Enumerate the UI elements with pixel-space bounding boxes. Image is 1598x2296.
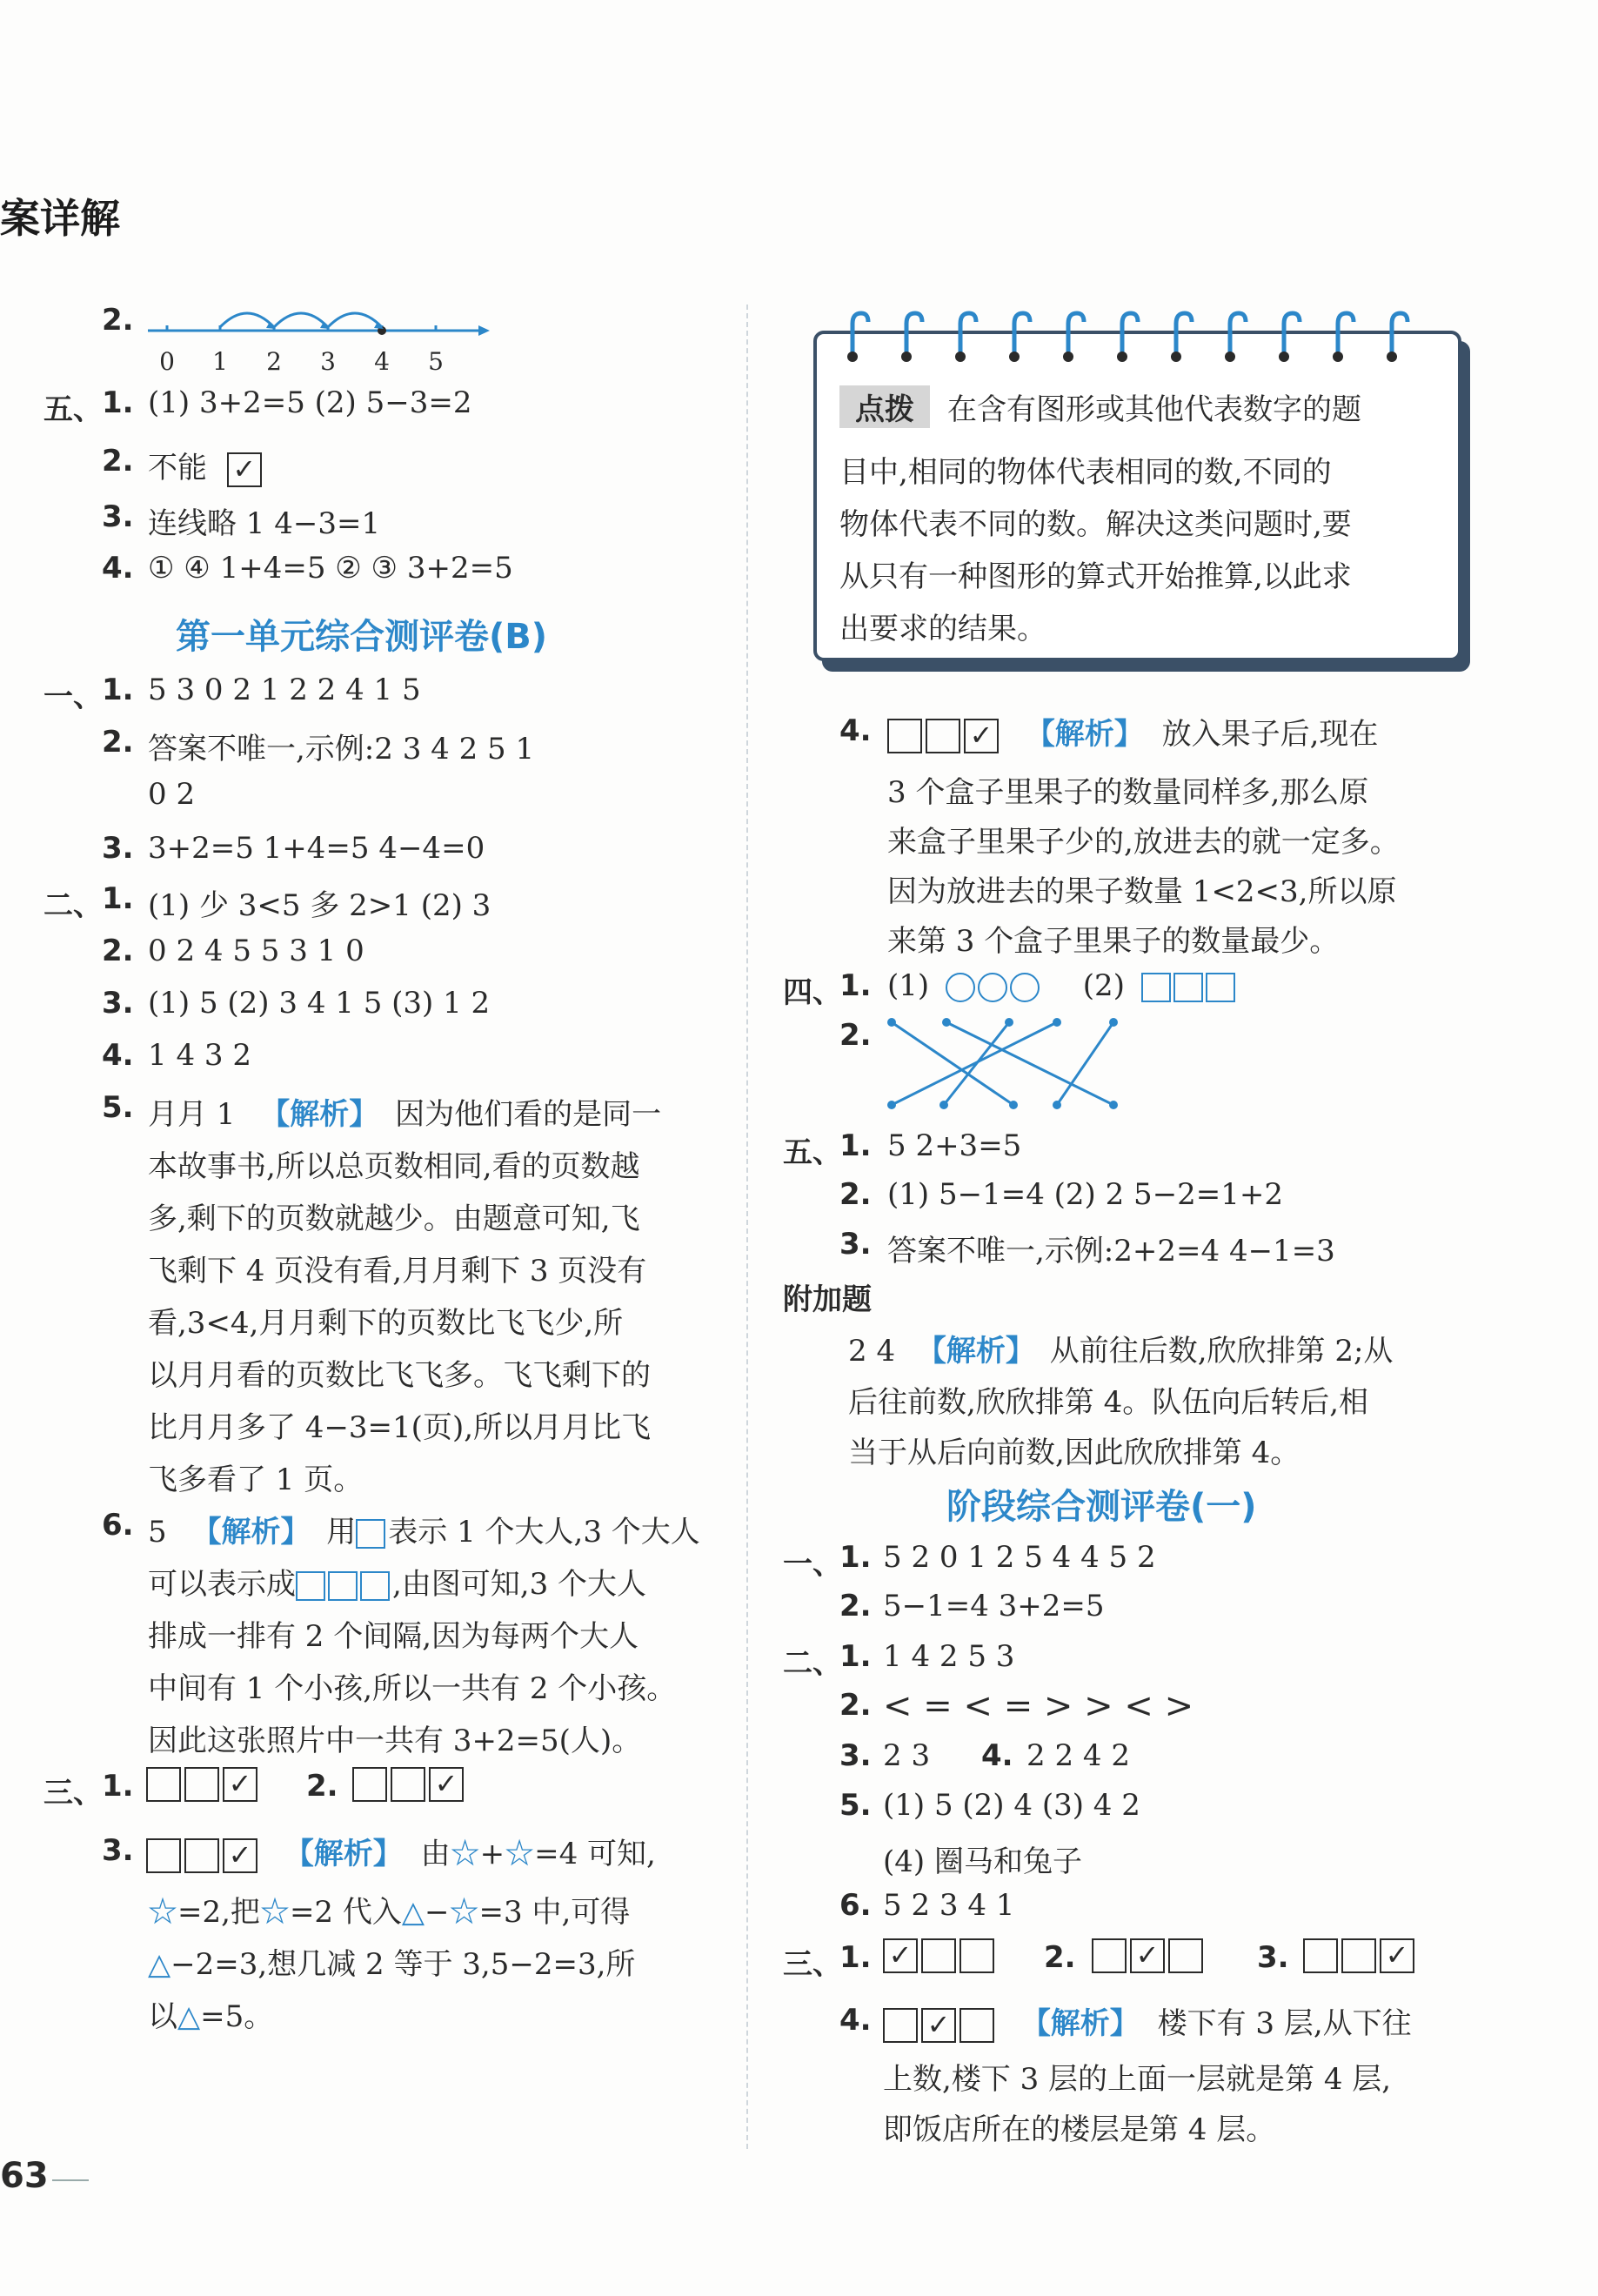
answer-text: [148, 444, 265, 487]
checked-box-icon: [883, 1938, 918, 1973]
answer-text: 2 2 4 2: [1026, 1738, 1130, 1773]
q-number: 3.: [102, 499, 134, 534]
empty-box-icon: [146, 1838, 181, 1873]
checked-box-icon: [1380, 1938, 1414, 1973]
explanation-text: =2 代入: [289, 1895, 402, 1930]
answer-text: (1) 5 (2) 3 4 1 5 (3) 1 2: [148, 986, 491, 1021]
tick-label: 4: [374, 347, 390, 376]
number-line-diagram: [144, 287, 491, 383]
square-icon: [296, 1571, 325, 1601]
tick-label: 5: [428, 347, 444, 376]
checked-box-icon: [964, 719, 999, 753]
q-number: 2.: [839, 1688, 872, 1723]
answer-text: 连线略 1 4−3=1: [148, 506, 381, 541]
triangle-icon: △: [401, 1895, 425, 1930]
tip-line: 出要求的结果。: [839, 612, 1046, 646]
answer-text: [148, 1508, 700, 1550]
checked-box-icon: [223, 1838, 257, 1873]
answer-text: (1) 3+2=5 (2) 5−3=2: [148, 385, 472, 420]
empty-box-icon: [926, 719, 960, 753]
explanation-line: 飞多看了 1 页。: [148, 1463, 364, 1497]
square-icon: [360, 1571, 390, 1601]
analysis-label: 【解析】: [284, 1837, 403, 1871]
answer-text: 5 3 0 2 1 2 2 4 1 5: [148, 673, 421, 707]
q-number: 2.: [839, 1177, 872, 1212]
q-number: 1.: [839, 968, 872, 1003]
checked-box-icon: [429, 1767, 464, 1802]
star-icon: ☆: [505, 1837, 535, 1871]
empty-box-icon: [959, 2008, 994, 2043]
q-number: 2.: [102, 303, 134, 338]
section-title: 第一单元综合测评卷(B): [176, 617, 548, 657]
answer-value: 5: [148, 1515, 167, 1550]
circle-icon: [978, 973, 1007, 1002]
explanation-text: 由: [420, 1837, 451, 1871]
column-divider: [746, 305, 748, 2149]
answer-text: 5 2 0 1 2 5 4 4 5 2: [883, 1540, 1156, 1575]
empty-box-icon: [883, 2008, 918, 2043]
triangle-icon: △: [177, 1999, 201, 2034]
q-number: 5.: [839, 1788, 872, 1823]
q-number: 4.: [839, 2003, 872, 2038]
section-mark: 五、: [43, 392, 103, 427]
part-label: (2): [1082, 968, 1125, 1003]
answer-text: (1) 5−1=4 (2) 2 5−2=1+2: [887, 1177, 1284, 1212]
explanation-line: 多,剩下的页数就越少。由题意可知,飞: [148, 1202, 640, 1236]
part-label: (1): [887, 968, 930, 1003]
square-icon: [356, 1519, 385, 1549]
section-mark: 五、: [783, 1135, 842, 1170]
star-icon: ☆: [259, 1895, 290, 1930]
q-number: 3.: [839, 1738, 872, 1773]
tip-line: 目中,相同的物体代表相同的数,不同的: [839, 455, 1332, 490]
answer-text: [887, 968, 1238, 1003]
explanation-line: 来盒子里果子少的,放进去的就一定多。: [887, 825, 1400, 860]
explanation-line: 以月月看的页数比飞飞多。飞飞剩下的: [148, 1358, 651, 1393]
q-number: 3.: [102, 1833, 134, 1868]
explanation-line: 当于从后向前数,因此欣欣排第 4。: [848, 1436, 1300, 1470]
empty-box-icon: [184, 1767, 219, 1802]
choice-boxes: [352, 1765, 467, 1802]
tick-label: 2: [266, 347, 282, 376]
explanation-text: −2=3,想几减 2 等于 3,5−2=3,所: [170, 1947, 636, 1982]
answer-text: < = < = > > < >: [883, 1686, 1194, 1726]
square-icon: [1206, 973, 1235, 1002]
explanation-line: 因为他们看的是同一: [395, 1097, 662, 1132]
answer-text: 5 2 3 4 1: [883, 1888, 1015, 1923]
tip-line: 物体代表不同的数。解决这类问题时,要: [839, 507, 1352, 542]
explanation-text: =2,把: [177, 1895, 260, 1930]
explanation-text: 从前往后数,欣欣排第 2;从: [1049, 1334, 1394, 1369]
explanation-line: 中间有 1 个小孩,所以一共有 2 个小孩。: [148, 1671, 677, 1706]
q-number: 3.: [102, 831, 134, 866]
answer-text: (4) 圈马和兔子: [883, 1844, 1082, 1879]
choice-boxes: [883, 1937, 998, 1973]
checked-box-icon: [227, 452, 262, 487]
answer-text: 不能: [148, 451, 207, 485]
q-number: 3.: [839, 1227, 872, 1262]
tick-label: 1: [212, 347, 228, 376]
q-number: 1.: [102, 385, 134, 420]
section-title: 阶段综合测评卷(一): [946, 1487, 1257, 1527]
answer-text: [148, 1992, 273, 2035]
answer-text: 答案不唯一,示例:2+2=4 4−1=3: [887, 1234, 1335, 1268]
tick-label: 3: [320, 347, 336, 376]
explanation-text: =3 中,可得: [478, 1895, 631, 1930]
explanation-line: 因此这张照片中一共有 3+2=5(人)。: [148, 1724, 642, 1758]
tip-text: 在含有图形或其他代表数字的题: [947, 392, 1361, 427]
explanation-text: =5。: [200, 1999, 274, 2034]
empty-box-icon: [146, 1767, 181, 1802]
explanation-line: 看,3<4,月月剩下的页数比飞飞少,所: [148, 1306, 624, 1341]
empty-box-icon: [352, 1767, 387, 1802]
q-number: 1.: [102, 673, 134, 707]
explanation-line: 排成一排有 2 个间隔,因为每两个大人: [148, 1619, 639, 1654]
q-number: 2.: [306, 1769, 338, 1804]
empty-box-icon: [184, 1838, 219, 1873]
q-number: 4.: [102, 1038, 134, 1073]
tip-badge: 点拨: [839, 385, 930, 428]
circle-icon: [1010, 973, 1040, 1002]
q-number: 6.: [839, 1888, 872, 1923]
empty-box-icon: [921, 1938, 956, 1973]
q-number: 3.: [102, 986, 134, 1021]
answer-text: 3+2=5 1+4=5 4−4=0: [148, 831, 485, 866]
answer-text: 1 4 3 2: [148, 1038, 251, 1073]
answer-text: (1) 少 3<5 多 2>1 (2) 3: [148, 888, 491, 923]
answer-text: 1 4 2 5 3: [883, 1639, 1015, 1674]
answer-text: [883, 1999, 1412, 2043]
explanation-text: ,由图可知,3 个大人: [392, 1567, 647, 1602]
q-number: 4.: [981, 1738, 1013, 1773]
explanation-text: −: [425, 1895, 450, 1930]
explanation-line: 来第 3 个盒子里果子的数量最少。: [887, 924, 1340, 959]
empty-box-icon: [391, 1767, 425, 1802]
section-mark: 二、: [43, 888, 103, 923]
answer-text: (1) 5 (2) 4 (3) 4 2: [883, 1788, 1140, 1823]
answer-value: 2 4: [848, 1334, 896, 1369]
q-number: 3.: [1257, 1940, 1289, 1975]
explanation-text: 放入果子后,现在: [1161, 717, 1379, 752]
star-icon: ☆: [450, 1837, 480, 1871]
analysis-label: 【解析】: [260, 1097, 379, 1132]
tip-line: 从只有一种图形的算式开始推算,以此求: [839, 559, 1352, 594]
answer-text: [148, 1090, 661, 1133]
star-icon: ☆: [148, 1895, 177, 1930]
q-number: 1.: [839, 1128, 872, 1163]
q-number: 2.: [1044, 1940, 1076, 1975]
answer-text: [848, 1327, 1393, 1369]
q-number: 2.: [102, 444, 134, 479]
page-number: 63: [0, 2156, 49, 2196]
empty-box-icon: [959, 1938, 994, 1973]
explanation-text: 可以表示成: [148, 1567, 296, 1602]
empty-box-icon: [887, 719, 922, 753]
checked-box-icon: [1130, 1938, 1165, 1973]
q-number: 4.: [839, 713, 872, 748]
section-mark: 一、: [783, 1547, 842, 1582]
star-icon: ☆: [449, 1895, 479, 1930]
explanation-line: 3 个盒子里果子的数量同样多,那么原: [887, 775, 1369, 810]
square-icon: [1173, 973, 1203, 1002]
q-number: 1.: [839, 1940, 872, 1975]
checked-box-icon: [223, 1767, 257, 1802]
explanation-line: 后往前数,欣欣排第 4。队伍向后转后,相: [848, 1385, 1369, 1420]
choice-boxes: [1092, 1937, 1207, 1973]
analysis-label: 【解析】: [1025, 717, 1144, 752]
q-number: 2.: [839, 1018, 872, 1053]
section-mark: 三、: [43, 1776, 103, 1811]
q-number: 6.: [102, 1508, 134, 1543]
q-number: 2.: [102, 934, 134, 968]
bonus-title: 附加题: [783, 1282, 872, 1317]
analysis-label: 【解析】: [191, 1515, 311, 1550]
answer-text: ① ④ 1+4=5 ② ③ 3+2=5: [148, 551, 513, 586]
answer-text: [148, 1888, 630, 1931]
empty-box-icon: [1092, 1938, 1127, 1973]
section-mark: 四、: [783, 975, 842, 1010]
answer-value: 月月 1: [148, 1097, 236, 1132]
explanation-text: +: [479, 1837, 505, 1871]
triangle-icon: △: [148, 1947, 171, 1982]
section-mark: 二、: [783, 1646, 842, 1681]
choice-boxes: [146, 1765, 261, 1802]
answer-text: [148, 1940, 635, 1983]
answer-text: 5−1=4 3+2=5: [883, 1589, 1105, 1623]
answer-text: 2 3: [883, 1738, 931, 1773]
section-mark: 一、: [43, 679, 103, 714]
page-header-title: 案详解: [0, 195, 120, 242]
square-icon: [1141, 973, 1171, 1002]
spiral-rings-icon: [835, 303, 1461, 372]
empty-box-icon: [1341, 1938, 1376, 1973]
choice-boxes: [1303, 1937, 1418, 1973]
q-number: 4.: [102, 551, 134, 586]
analysis-label: 【解析】: [1020, 2006, 1140, 2041]
explanation-text: =4 可知,: [534, 1837, 656, 1871]
empty-box-icon: [1168, 1938, 1203, 1973]
circle-icon: [946, 973, 975, 1002]
explanation-text: 以: [148, 1999, 177, 2034]
explanation-text: 楼下有 3 层,从下往: [1157, 2006, 1412, 2041]
answer-text: [887, 710, 1378, 753]
explanation-line: 因为放进去的果子数量 1<2<3,所以原: [887, 874, 1397, 909]
answer-text: [148, 1560, 646, 1603]
answer-text: 5 2+3=5: [887, 1128, 1022, 1163]
explanation-line: 飞剩下 4 页没有看,月月剩下 3 页没有: [148, 1254, 647, 1289]
explanation-line: 上数,楼下 3 层的上面一层就是第 4 层,: [883, 2062, 1392, 2097]
tip-line: [839, 385, 1361, 428]
q-number: 1.: [102, 881, 134, 916]
answer-text: [146, 1830, 656, 1873]
q-number: 5.: [102, 1090, 134, 1125]
q-number: 1.: [839, 1639, 872, 1674]
matching-lines-diagram: [879, 1009, 1140, 1114]
explanation-text: 用: [326, 1515, 357, 1550]
q-number: 2.: [102, 725, 134, 760]
explanation-line: 本故事书,所以总页数相同,看的页数越: [148, 1149, 640, 1184]
section-mark: 三、: [783, 1947, 842, 1982]
explanation-text: 表示 1 个大人,3 个大人: [388, 1515, 700, 1550]
q-number: 2.: [839, 1589, 872, 1623]
q-number: 1.: [102, 1769, 134, 1804]
checked-box-icon: [921, 2008, 956, 2043]
square-icon: [328, 1571, 358, 1601]
answer-text: 0 2 4 5 5 3 1 0: [148, 934, 364, 968]
answer-text: 答案不唯一,示例:2 3 4 2 5 1: [148, 732, 535, 766]
explanation-line: 比月月多了 4−3=1(页),所以月月比飞: [148, 1410, 652, 1445]
explanation-line: 即饭店所在的楼层是第 4 层。: [883, 2112, 1276, 2147]
q-number: 1.: [839, 1540, 872, 1575]
empty-box-icon: [1303, 1938, 1338, 1973]
answer-text: 0 2: [148, 777, 196, 812]
footer-rule: [52, 2179, 89, 2181]
analysis-label: 【解析】: [916, 1334, 1035, 1369]
tick-label: 0: [159, 347, 175, 376]
